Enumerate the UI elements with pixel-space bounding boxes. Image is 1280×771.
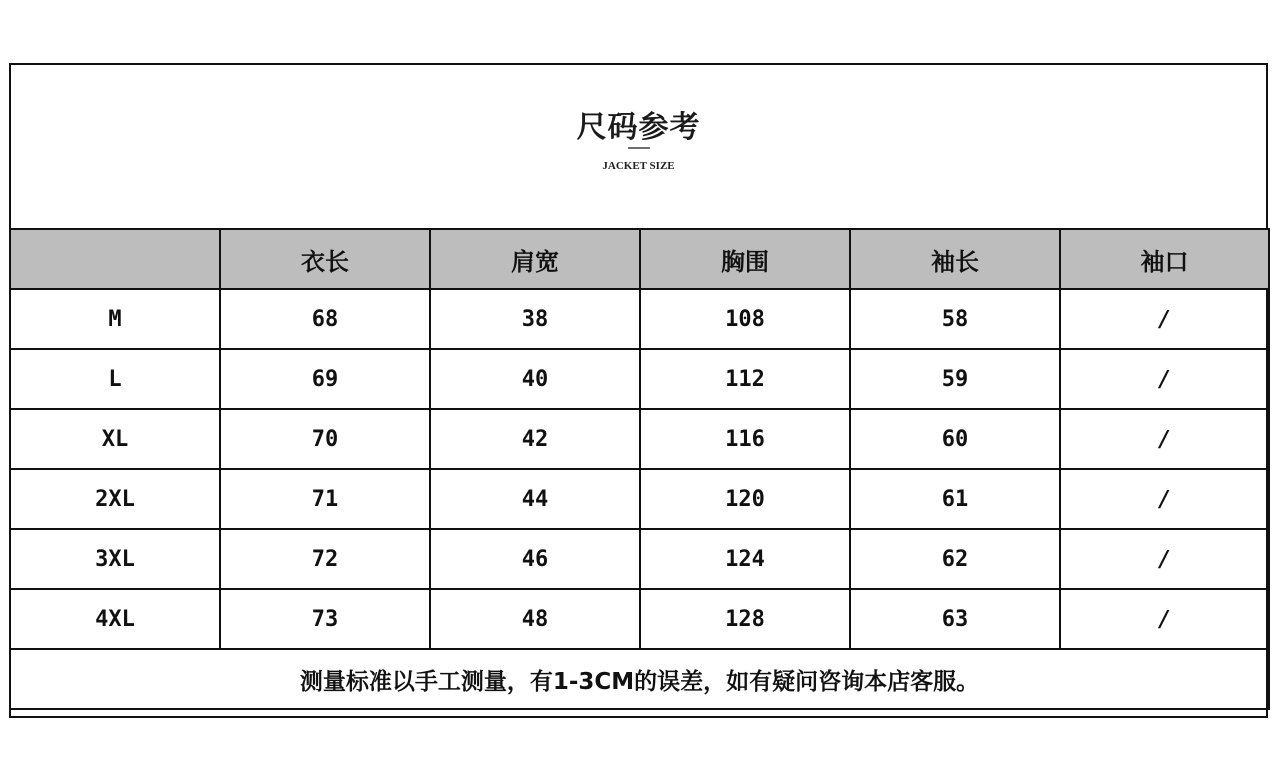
header-cell-sleeve-length: 袖长 bbox=[850, 229, 1060, 289]
table-cell: 73 bbox=[220, 589, 430, 649]
table-cell: 128 bbox=[640, 589, 850, 649]
table-row bbox=[10, 469, 1269, 529]
table-row bbox=[10, 529, 1269, 589]
table-cell: 60 bbox=[850, 409, 1060, 469]
table-cell: 44 bbox=[430, 469, 640, 529]
table-cell: 70 bbox=[220, 409, 430, 469]
table-cell: / bbox=[1060, 529, 1269, 589]
table-cell: 38 bbox=[430, 289, 640, 349]
page-subtitle: JACKET SIZE bbox=[602, 160, 675, 172]
title-block bbox=[11, 65, 1266, 228]
header-cell-size bbox=[10, 229, 220, 289]
table-row bbox=[10, 409, 1269, 469]
page-title: 尺码参考 bbox=[576, 110, 701, 145]
table-cell: / bbox=[1060, 589, 1269, 649]
table-cell: 63 bbox=[850, 589, 1060, 649]
table-row bbox=[10, 349, 1269, 409]
table-cell: 46 bbox=[430, 529, 640, 589]
table-cell: 61 bbox=[850, 469, 1060, 529]
size-label-cell: 3XL bbox=[10, 529, 220, 589]
table-cell: 58 bbox=[850, 289, 1060, 349]
table-cell: 48 bbox=[430, 589, 640, 649]
title-divider bbox=[628, 147, 650, 149]
table-cell: 112 bbox=[640, 349, 850, 409]
table-footnote-row bbox=[10, 649, 1269, 709]
table-cell: 124 bbox=[640, 529, 850, 589]
size-label-cell: M bbox=[10, 289, 220, 349]
table-cell: 59 bbox=[850, 349, 1060, 409]
table-cell: 62 bbox=[850, 529, 1060, 589]
table-cell: 116 bbox=[640, 409, 850, 469]
header-cell-shoulder: 肩宽 bbox=[430, 229, 640, 289]
header-cell-length: 衣长 bbox=[220, 229, 430, 289]
size-table bbox=[9, 228, 1270, 710]
table-row bbox=[10, 289, 1269, 349]
measurement-note: 测量标准以手工测量，有1-3CM的误差，如有疑问咨询本店客服。 bbox=[10, 649, 1269, 709]
table-cell: 68 bbox=[220, 289, 430, 349]
size-label-cell: L bbox=[10, 349, 220, 409]
table-header-row bbox=[10, 229, 1269, 289]
table-cell: 40 bbox=[430, 349, 640, 409]
table-cell: 71 bbox=[220, 469, 430, 529]
header-cell-chest: 胸围 bbox=[640, 229, 850, 289]
size-label-cell: XL bbox=[10, 409, 220, 469]
table-cell: 42 bbox=[430, 409, 640, 469]
table-cell: / bbox=[1060, 289, 1269, 349]
size-label-cell: 4XL bbox=[10, 589, 220, 649]
size-label-cell: 2XL bbox=[10, 469, 220, 529]
table-cell: 72 bbox=[220, 529, 430, 589]
table-cell: / bbox=[1060, 349, 1269, 409]
header-cell-cuff: 袖口 bbox=[1060, 229, 1269, 289]
size-chart-frame bbox=[9, 63, 1268, 718]
table-cell: 69 bbox=[220, 349, 430, 409]
table-row bbox=[10, 589, 1269, 649]
table-cell: / bbox=[1060, 409, 1269, 469]
table-cell: / bbox=[1060, 469, 1269, 529]
table-cell: 108 bbox=[640, 289, 850, 349]
table-cell: 120 bbox=[640, 469, 850, 529]
